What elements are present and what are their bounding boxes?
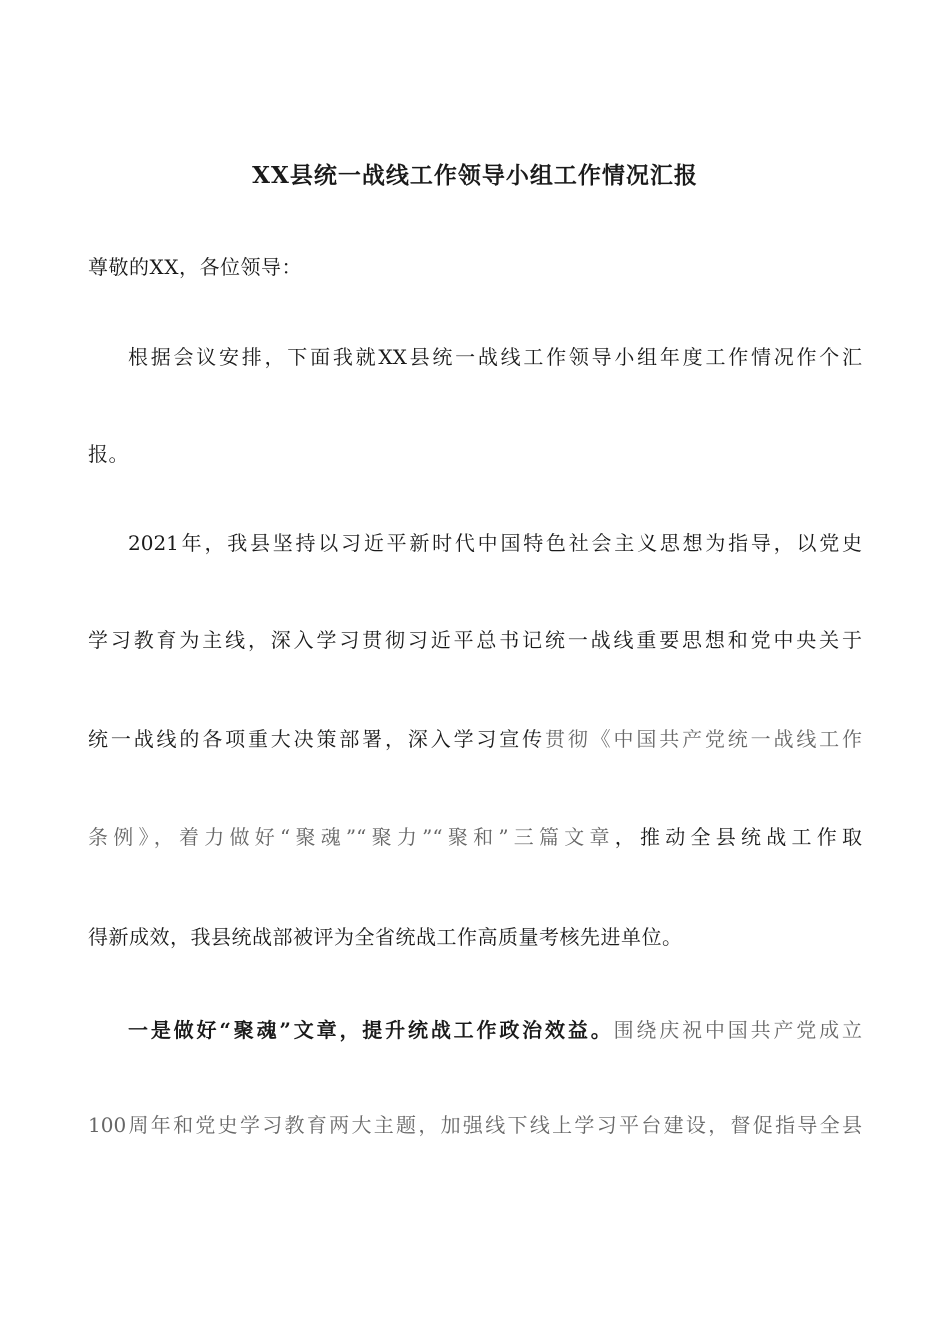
paragraph-2-line-4-grey-text: 条例》，着力做好“聚魂”“聚力”“聚和”三篇文章 [88, 825, 615, 849]
paragraph-2-line-4-text: ，推动全县统战工作取 [614, 825, 862, 849]
paragraph-3-line-1 [128, 1012, 862, 1048]
paragraph-3-line-2: 100周年和党史学习教育两大主题，加强线下线上学习平台建设，督促指导全县 [88, 1113, 862, 1137]
paragraph-2-line-3-text: 统一战线的各项重大决策部署，深入学习宣传 [88, 727, 545, 751]
paragraph-2-line-3 [88, 721, 862, 757]
salutation: 尊敬的XX，各位领导： [88, 255, 302, 279]
paragraph-2-line-4 [88, 819, 862, 855]
paragraph-2-line-1: 2021年，我县坚持以习近平新时代中国特色社会主义思想为指导，以党史 [128, 531, 862, 555]
paragraph-1-line-2: 报。 [88, 442, 129, 466]
paragraph-2-line-5: 得新成效，我县统战部被评为全省统战工作高质量考核先进单位。 [88, 925, 683, 949]
paragraph-3-line-1-text: 围绕庆祝中国共产党成立 [613, 1018, 862, 1042]
document-title: XX县统一战线工作领导小组工作情况汇报 [252, 162, 698, 189]
paragraph-2-line-2: 学习教育为主线，深入学习贯彻习近平总书记统一战线重要思想和党中央关于 [88, 628, 862, 652]
paragraph-2-line-3-grey-text: 贯彻《中国共产党统一战线工作 [544, 727, 863, 751]
paragraph-1-line-1: 根据会议安排，下面我就XX县统一战线工作领导小组年度工作情况作个汇 [128, 345, 862, 369]
section-heading: 一是做好“聚魂”文章，提升统战工作政治效益。 [128, 1018, 614, 1042]
